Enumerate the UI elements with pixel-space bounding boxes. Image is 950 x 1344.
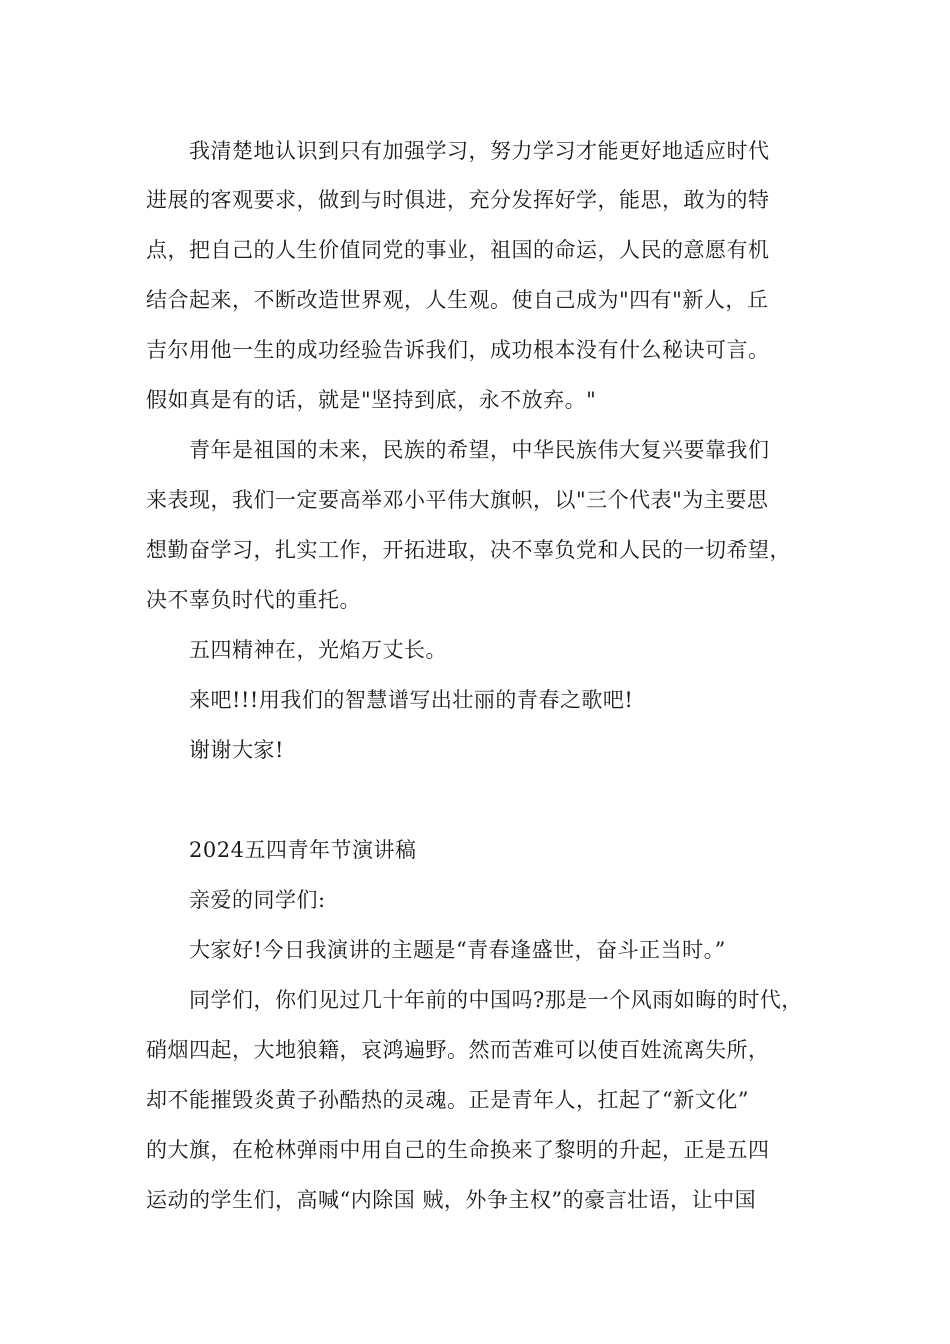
paragraph-line: 青年是祖国的未来，民族的希望，中华民族伟大复兴要靠我们 bbox=[189, 438, 770, 462]
salutation: 亲爱的同学们: bbox=[189, 888, 326, 912]
speech-title: 2024五四青年节演讲稿 bbox=[189, 838, 417, 862]
paragraph-line: 想勤奋学习，扎实工作，开拓进取，决不辜负党和人民的一切希望， bbox=[146, 538, 791, 562]
paragraph-line: 来吧!!!用我们的智慧谱写出壮丽的青春之歌吧! bbox=[189, 688, 634, 712]
paragraph-line: 假如真是有的话，就是"坚持到底，永不放弃。" bbox=[146, 388, 597, 412]
greeting: 大家好!今日我演讲的主题是“青春逢盛世，奋斗正当时。” bbox=[189, 938, 726, 962]
paragraph-line: 的大旗，在枪林弹雨中用自己的生命换来了黎明的升起，正是五四 bbox=[146, 1138, 770, 1162]
paragraph-line: 谢谢大家! bbox=[189, 738, 284, 762]
paragraph-line: 点，把自己的人生价值同党的事业，祖国的命运，人民的意愿有机 bbox=[146, 238, 770, 262]
paragraph-line: 运动的学生们，高喊“内除国 贼，外争主权”的豪言壮语，让中国 bbox=[146, 1188, 757, 1212]
paragraph-line: 来表现，我们一定要高举邓小平伟大旗帜，以"三个代表"为主要思 bbox=[146, 488, 769, 512]
paragraph-line: 同学们，你们见过几十年前的中国吗?那是一个风雨如晦的时代， bbox=[189, 988, 803, 1012]
paragraph-line: 进展的客观要求，做到与时俱进，充分发挥好学，能思，敢为的特 bbox=[146, 188, 770, 212]
paragraph-line: 决不辜负时代的重托。 bbox=[146, 588, 361, 612]
paragraph-line: 结合起来，不断改造世界观，人生观。使自己成为"四有"新人，丘 bbox=[146, 288, 769, 312]
paragraph-line: 硝烟四起，大地狼籍，哀鸿遍野。然而苦难可以使百姓流离失所， bbox=[146, 1038, 770, 1062]
paragraph-line: 吉尔用他一生的成功经验告诉我们，成功根本没有什么秘诀可言。 bbox=[146, 338, 770, 362]
paragraph-line: 却不能摧毁炎黄子孙酷热的灵魂。正是青年人，扛起了“新文化” bbox=[146, 1088, 749, 1112]
paragraph-line: 我清楚地认识到只有加强学习，努力学习才能更好地适应时代 bbox=[189, 139, 770, 163]
paragraph-line: 五四精神在，光焰万丈长。 bbox=[189, 638, 447, 662]
